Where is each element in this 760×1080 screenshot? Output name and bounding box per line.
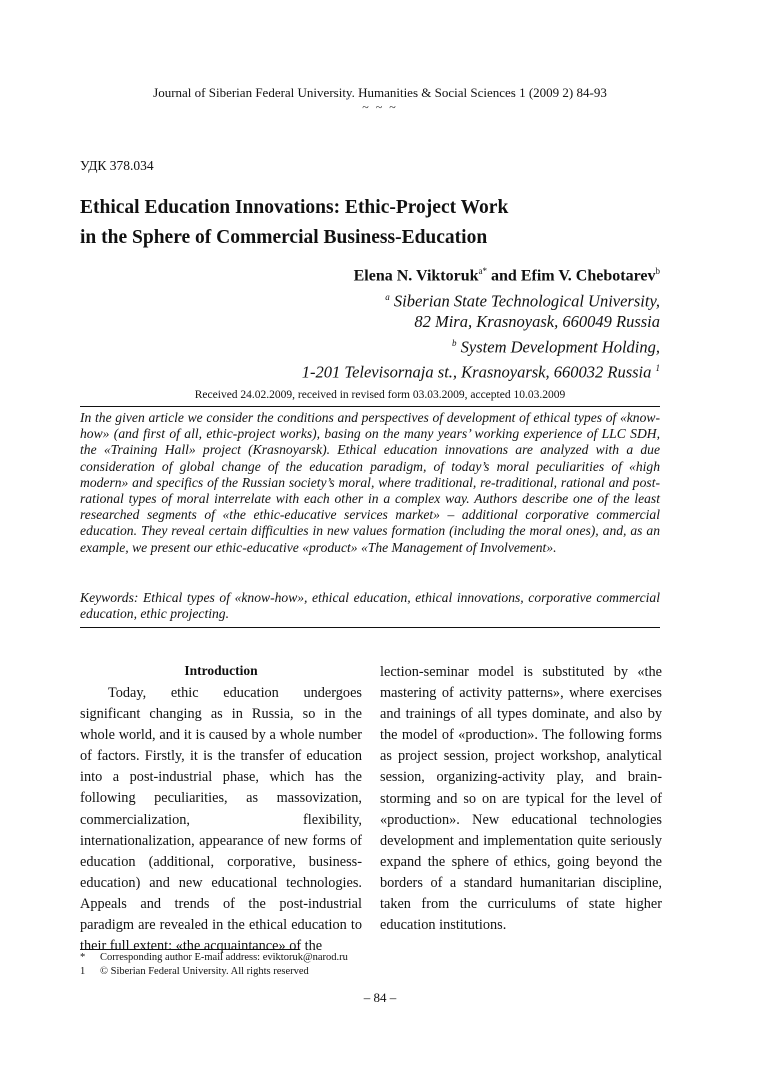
abstract-bottom-rule <box>80 627 660 628</box>
footnote-1-mark: * <box>80 952 86 963</box>
page-number: – 84 – <box>363 990 397 1005</box>
author-2: Efim V. Chebotarev <box>520 267 656 285</box>
footnote-1-text: Corresponding author E-mail address: eviktoruk@narod.ru <box>100 952 348 963</box>
affiliation-a-name: Siberian State Technological University, <box>393 291 660 311</box>
author-1: Elena N. Viktoruk <box>353 267 479 285</box>
affiliation-b-line-2 <box>302 358 660 383</box>
authors <box>354 266 660 285</box>
affiliation-b-address: 1-201 Televisornaja st., Krasnoyarsk, 660032 Russia <box>301 362 652 382</box>
authors-and: and <box>487 267 521 285</box>
affiliations <box>302 287 660 383</box>
footnote-2-text: © Siberian Federal University. All rights reserved <box>100 966 309 977</box>
footnote-rule <box>80 949 300 950</box>
affiliation-a-mark: a <box>385 292 390 302</box>
footnote-2 <box>80 965 309 979</box>
affiliation-a-line-1 <box>302 287 660 312</box>
body-column-left: Today, ethic education undergoes significant changing as in Russia, so in the whole world, and it is caused by a whole number of factors. Firstly, it is the transfer of education into a post-industrial phase, which has the following peculiarities, as massovization, commercialization, flexibility, internationalization, appearance of new forms of education (additional, corporative, business-education) and new educational technologies. Appeals and trends of the post-industrial paradigm are revealed in the ethical education to their full extent: «the acquaintance» of the <box>80 685 362 955</box>
body-column-right: lection-seminar model is substituted by «the mastering of activity patterns», where exercises and trainings of all types dominate, and also by the model of «production». The following forms as project session, project workshop, analytical session, organizing-activity play, and brain-storming and so on are typical for the level of «production». New educational technologies development and implementation quite seriously expand the sphere of ethics, going beyond the borders of a standard humanitarian discipline, taken from the curriculums of state higher education institutions. <box>380 664 662 934</box>
affiliation-b-footnote-mark: 1 <box>655 362 660 373</box>
affiliation-b-mark: b <box>452 337 457 348</box>
author-1-marks: a* <box>478 266 488 276</box>
title-line-1: Ethical Education Innovations: Ethic-Project Work <box>80 197 509 218</box>
header-separator: ~ ~ ~ <box>362 100 398 114</box>
affiliation-b-line-1 <box>302 333 660 358</box>
footnote-1 <box>80 951 348 965</box>
affiliation-a-line-2: 82 Mira, Krasnoyask, 660049 Russia <box>414 312 660 332</box>
journal-header: Journal of Siberian Federal University. Humanities & Social Sciences 1 (2009 2) 84-93 <box>153 85 607 100</box>
udk-code: УДК 378.034 <box>80 158 154 173</box>
keywords: Keywords: Ethical types of «know-how», ethical education, ethical innovations, corporative commercial education, ethic projecting. <box>80 590 660 622</box>
footnote-2-mark: 1 <box>80 966 86 977</box>
introduction-heading: Introduction <box>184 663 258 678</box>
received-dates: Received 24.02.2009, received in revised form 03.03.2009, accepted 10.03.2009 <box>194 389 566 401</box>
article-title <box>80 193 680 253</box>
abstract-top-rule <box>80 406 660 407</box>
affiliation-b-name: System Development Holding, <box>460 337 660 357</box>
author-2-marks: b <box>655 266 660 276</box>
abstract: In the given article we consider the conditions and perspectives of development of ethical types of «know-how» (and first of all, ethic-project works), basing on the many years’ working experience of LLC SDH, the «Training Hall» project (Krasnoyarsk). Ethical education innovations are analyzed with a due consideration of global change of the education paradigm, of today’s moral peculiarities of «high modern» and specifics of the Russian society’s moral, where traditional, re-traditional, rational and post-rational types of moral interrelate with each other in a complex way. Authors describe one of the least researched segments of «the ethic-educative services market» – additional corporative commercial education. They reveal certain difficulties in new values formation (including the moral ones), and, as an example, we present our ethic-educative «product» «The Management of Involvement». <box>80 410 660 555</box>
title-line-2: in the Sphere of Commercial Business-Education <box>80 227 488 248</box>
